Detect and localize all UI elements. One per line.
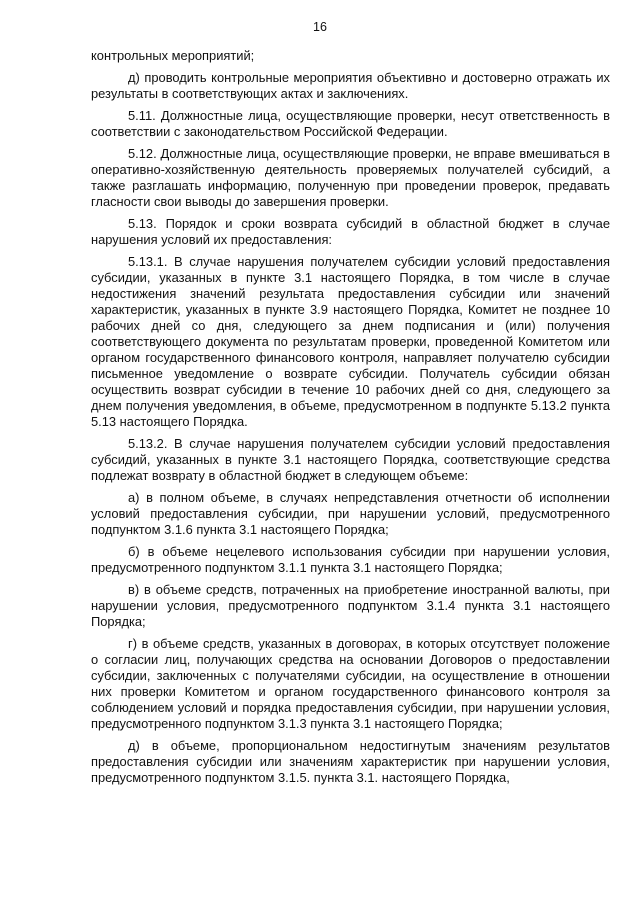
paragraph-continuation: контрольных мероприятий; — [91, 48, 255, 63]
paragraph-5-13-2: 5.13.2. В случае нарушения получателем субсидии условий предоставления субсидий, указанных в пункте 3.1 настоящего Порядка, соответствующие средства подлежат возврату в областной бюджет в следующем объеме: — [91, 436, 610, 483]
paragraph-item-a: а) в полном объеме, в случаях непредставления отчетности об исполнении условий предоставления субсидии, при нарушении условий, предусмотренного подпунктом 3.1.6 пункта 3.1 настоящего Порядка; — [91, 490, 610, 537]
paragraph-item-d-objectivity: д) проводить контрольные мероприятия объективно и достоверно отражать их результаты в соответствующих актах и заключениях. — [91, 70, 610, 101]
paragraph-5-13-1: 5.13.1. В случае нарушения получателем субсидии условий предоставления субсидии, указанных в пункте 3.1 настоящего Порядка, в том числе в случае недостижения значений результата предоставления субсидии или значений характеристик, указанных в пункте 3.9 настоящего Порядка, Комитет не позднее 10 рабочих дней со дня, следующего за днем подписания и (или) получения соответствующего документа по результатам проверки, проведенной Комитетом или органом государственного финансового контроля, направляет получателю субсидии письменное уведомление о возврате субсидии. Получатель субсидии обязан осуществить возврат субсидии в течение 10 рабочих дней со дня, следующего за днем получения уведомления, в объеме, предусмотренном в подпункте 5.13.2 пункта 5.13 настоящего Порядка. — [91, 254, 610, 429]
paragraph-item-g: г) в объеме средств, указанных в договорах, в которых отсутствует положение о согласии лиц, получающих средства на основании Договоров о предоставлении субсидии, заключенных с получателями субсидии, на осуществление в отношении них проверки Комитетом и органом государственного финансового контроля за соблюдением условий и порядка предоставления субсидии, при нарушении условия, предусмотренного подпунктом 3.1.3 пункта 3.1 настоящего Порядка; — [91, 636, 610, 731]
document-body — [91, 48, 610, 792]
paragraph-5-11: 5.11. Должностные лица, осуществляющие проверки, несут ответственность в соответствии с законодательством Российской Федерации. — [91, 108, 610, 139]
paragraph-item-d-proportional: д) в объеме, пропорциональном недостигнутым значениям результатов предоставления субсидии или значениям характеристик при нарушении условия, предусмотренного подпунктом 3.1.5. пункта 3.1. настоящего Порядка, — [91, 738, 610, 785]
page-number: 16 — [313, 20, 327, 34]
paragraph-5-12: 5.12. Должностные лица, осуществляющие проверки, не вправе вмешиваться в оперативно-хозяйственную деятельность проверяемых получателей субсидий, а также разглашать информацию, полученную при проведении проверок, предавать гласности свои выводы до завершения проверки. — [91, 146, 610, 209]
paragraph-item-b: б) в объеме нецелевого использования субсидии при нарушении условия, предусмотренного подпунктом 3.1.1 пункта 3.1 настоящего Порядка; — [91, 544, 610, 575]
paragraph-5-13: 5.13. Порядок и сроки возврата субсидий в областной бюджет в случае нарушения условий их предоставления: — [91, 216, 610, 247]
paragraph-item-v: в) в объеме средств, потраченных на приобретение иностранной валюты, при нарушении условия, предусмотренного подпунктом 3.1.4 пункта 3.1 настоящего Порядка; — [91, 582, 610, 629]
